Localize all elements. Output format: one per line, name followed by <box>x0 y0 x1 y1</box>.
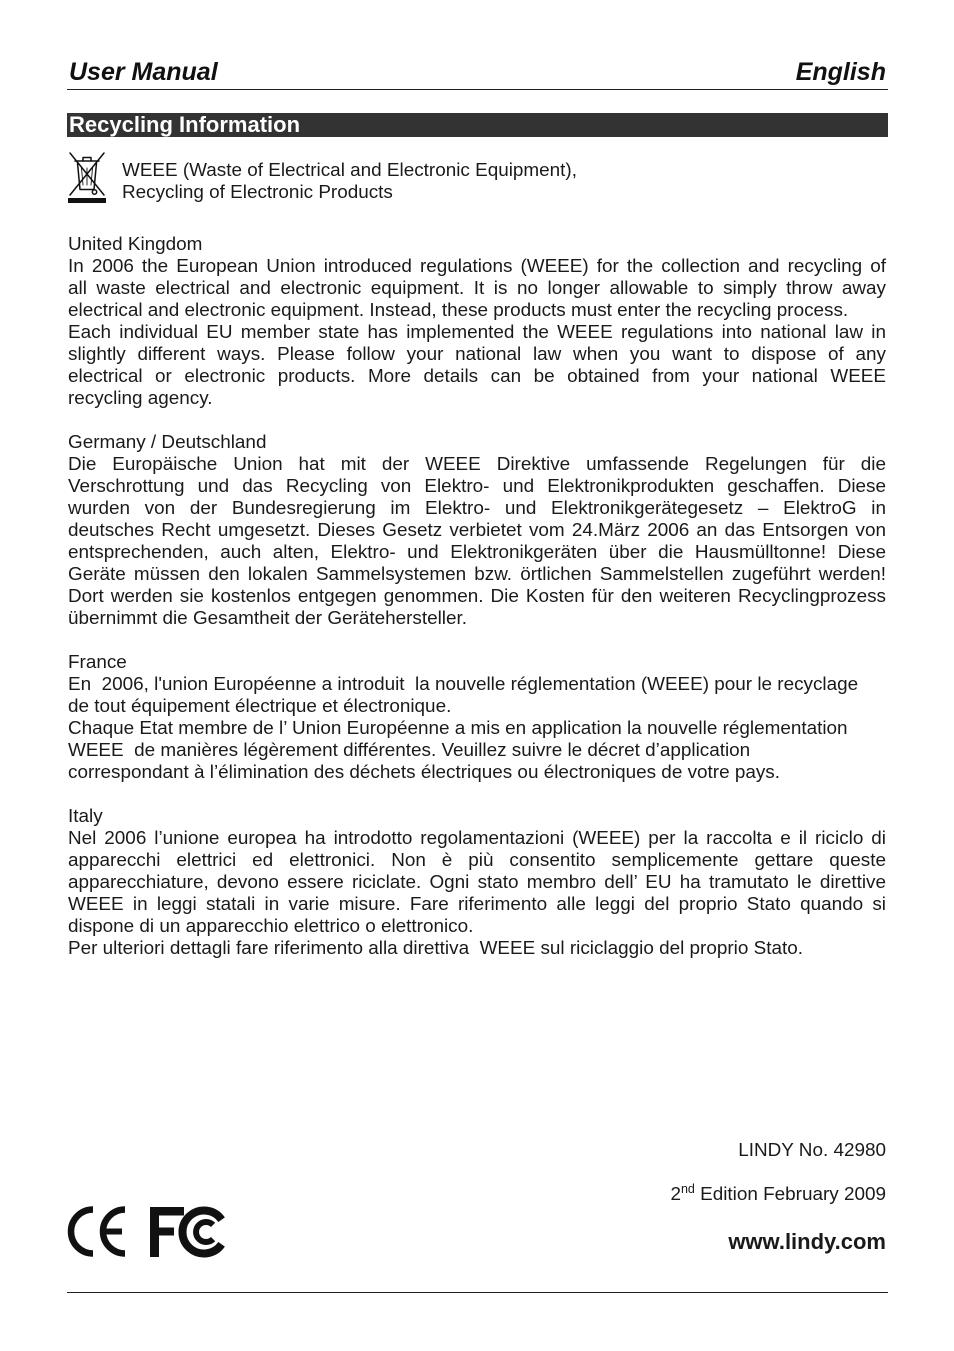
paragraph-line: En 2006, l'union Européenne a introduit la nouvelle réglementation (WEEE) pour le recyclage <box>68 674 859 695</box>
country-heading: Germany / Deutschland <box>68 432 267 453</box>
paragraph-line: entsprechenden, auch alten, Elektro- und Elektronikgeräten über die Hausmülltonne! Diese <box>68 542 886 563</box>
country-section-uk <box>68 234 886 410</box>
paragraph-line: correspondant à l’élimination des déchets électriques ou électroniques de votre pays. <box>68 762 780 783</box>
edition-ordinal-suffix: nd <box>680 1182 695 1196</box>
paragraph-line: recycling agency. <box>68 388 213 409</box>
paragraph-line: deutsches Recht umgesetzt. Dieses Gesetz verbietet vom 24.März 2006 an das Entsorgen von <box>68 520 886 541</box>
paragraph-line: WEEE in leggi statali in varie misure. Fare riferimento alle leggi del proprio Stato quando si <box>68 894 886 915</box>
section-spacer <box>68 410 886 432</box>
paragraph-line: Chaque Etat membre de l’ Union Européenne a mis en application la nouvelle réglementation <box>68 718 848 739</box>
paragraph-line: Per ulteriori dettagli fare riferimento alla direttiva WEEE sul riciclaggio del proprio Stato. <box>68 938 803 959</box>
product-number: LINDY No. 42980 <box>738 1140 886 1161</box>
paragraph-line: de tout équipement électrique et électronique. <box>68 696 452 717</box>
footer-rule <box>67 1292 888 1293</box>
edition-text: Edition February 2009 <box>694 1184 886 1205</box>
fcc-logo-icon <box>150 1206 228 1258</box>
country-section-italy <box>68 806 886 960</box>
section-title: Recycling Information <box>69 112 301 137</box>
paragraph-line: Die Europäische Union hat mit der WEEE Direktive umfassende Regelungen für die <box>68 454 886 475</box>
paragraph-line: Nel 2006 l’unione europea ha introdotto regolamentazioni (WEEE) per la raccolta e il riciclo di <box>68 828 886 849</box>
weee-caption <box>122 160 577 204</box>
language-label: English <box>795 58 886 86</box>
paragraph-line: Dort werden sie kostenlos entgegen genommen. Die Kosten für den weiteren Recyclingprozess <box>68 586 886 607</box>
website-url: www.lindy.com <box>728 1229 886 1254</box>
country-heading: France <box>68 652 127 673</box>
document-title: User Manual <box>69 58 218 86</box>
weee-caption-line: Recycling of Electronic Products <box>122 182 393 203</box>
recycling-body <box>68 234 886 960</box>
paragraph-line: apparecchi elettrici ed elettronici. Non è più consentito semplicemente gettare queste <box>68 850 886 871</box>
paragraph-line: wurden von der Bundesregierung im Elektro- und Elektronikgerätegesetz – ElektroG in <box>68 498 886 519</box>
section-title-bar <box>67 113 888 137</box>
paragraph-line: all waste electrical and electronic equipment. It is no longer allowable to simply throw away <box>68 278 886 299</box>
paragraph-line: übernimmt die Gesamtheit der Gerätehersteller. <box>68 608 467 629</box>
paragraph-line: Verschrottung und das Recycling von Elektro- und Elektronikprodukten geschaffen. Diese <box>68 476 886 497</box>
country-heading: Italy <box>68 806 103 827</box>
country-section-germany <box>68 432 886 630</box>
crossed-out-wheelie-bin-icon <box>67 150 107 204</box>
paragraph-line: WEEE de manières légèrement différentes. Veuillez suivre le décret d’application <box>68 740 751 761</box>
weee-caption-line: WEEE (Waste of Electrical and Electronic Equipment), <box>122 160 577 181</box>
paragraph-line: electrical or electronic products. More details can be obtained from your national WEEE <box>68 366 886 387</box>
header-rule <box>67 89 888 90</box>
section-spacer <box>68 784 886 806</box>
paragraph-line: dispone di un apparecchio elettrico o elettronico. <box>68 916 474 937</box>
paragraph-line: apparecchiature, devono essere riciclate. Ogni stato membro dell’ EU ha tramutato le direttive <box>68 872 886 893</box>
country-heading: United Kingdom <box>68 234 203 255</box>
country-section-france <box>68 652 886 784</box>
ce-mark-icon <box>67 1206 127 1258</box>
paragraph-line: In 2006 the European Union introduced regulations (WEEE) for the collection and recycling of <box>68 256 886 277</box>
paragraph-line: electrical and electronic equipment. Instead, these products must enter the recycling process. <box>68 300 849 321</box>
edition-info <box>670 1184 886 1206</box>
paragraph-line: Geräte müssen den lokalen Sammelsystemen bzw. örtlichen Sammelstellen zugeführt werden! <box>68 564 886 585</box>
paragraph-line: slightly different ways. Please follow your national law when you want to dispose of any <box>68 344 886 365</box>
section-spacer <box>68 630 886 652</box>
edition-number: 2 <box>670 1184 681 1205</box>
paragraph-line: Each individual EU member state has implemented the WEEE regulations into national law in <box>68 322 886 343</box>
